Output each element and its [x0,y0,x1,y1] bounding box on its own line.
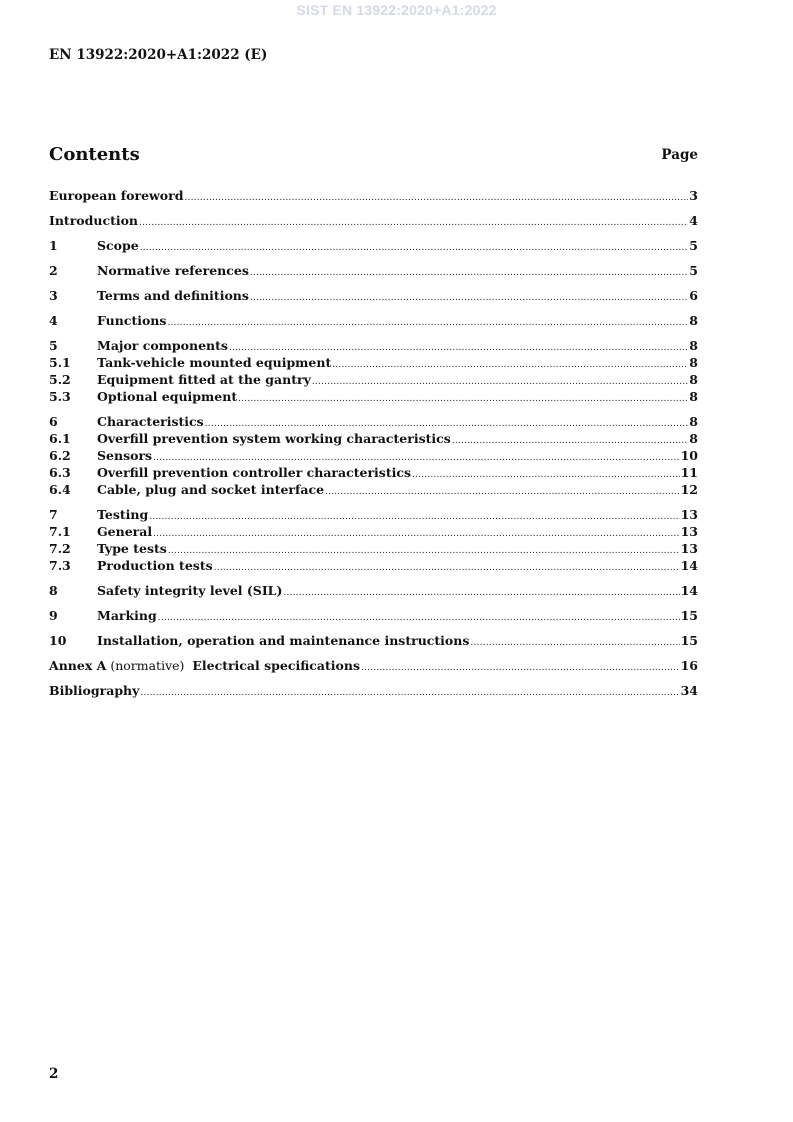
toc-entry-number: 8 [49,583,58,598]
toc-entry[interactable] [49,262,698,279]
toc-entry[interactable] [49,371,698,388]
toc-group [49,413,698,498]
toc-dot-leader [250,265,688,282]
toc-entry-page: 11 [680,465,698,480]
toc-dot-leader [312,374,688,391]
toc-entry-page: 8 [689,338,698,353]
toc-entry-page: 8 [689,355,698,370]
toc-entry[interactable] [49,237,698,254]
toc-entry[interactable] [49,557,698,574]
document-id: EN 13922:2020+A1:2022 (E) [49,47,268,63]
toc-group [49,657,698,674]
toc-entry-page: 15 [680,608,698,623]
toc-entry[interactable] [49,447,698,464]
toc-entry-title [97,540,167,557]
page-title: Contents [49,144,140,165]
toc-entry-title-text: Functions [97,313,167,328]
toc-entry-number: 6.3 [49,465,71,480]
page-column-label: Page [661,147,698,163]
toc-entry-title [97,388,237,405]
toc-entry-title-text: Scope [97,238,139,253]
toc-entry[interactable] [49,187,698,204]
toc-entry-page: 8 [689,313,698,328]
toc-entry-page: 16 [680,658,698,673]
toc-entry-title [97,312,166,329]
toc-entry-title-text: Annex A [49,658,107,673]
toc-entry-title [97,607,157,624]
toc-entry-subtitle: Electrical specifications [192,658,360,673]
toc-group [49,632,698,649]
toc-dot-leader [140,240,689,257]
toc-entry-title [97,481,324,498]
toc-entry-title-text: Safety integrity level (SIL) [97,583,283,598]
toc-group [49,237,698,254]
toc-entry-page: 4 [689,213,698,228]
toc-group [49,287,698,304]
toc-entry-number: 1 [49,238,58,253]
toc-entry-page: 13 [680,541,698,556]
footer-page-number: 2 [49,1066,59,1082]
toc-dot-leader [168,543,680,560]
toc-dot-leader [140,685,679,702]
toc-entry-title [49,682,139,699]
toc-entry-note: (normative) [106,658,193,673]
toc-entry[interactable] [49,430,698,447]
toc-entry[interactable] [49,464,698,481]
toc-dot-leader [361,660,680,677]
toc-entry[interactable] [49,682,698,699]
toc-entry-number: 10 [49,633,67,648]
toc-dot-leader [250,290,688,307]
toc-entry-page: 12 [680,482,698,497]
toc-entry-page: 14 [680,558,698,573]
toc-dot-leader [139,215,688,232]
toc-entry-title-text: Bibliography [49,683,140,698]
toc-entry-title-text: Installation, operation and maintenance instructions [97,633,470,648]
toc-dot-leader [238,391,688,408]
toc-entry-title [97,287,249,304]
toc-entry-page: 10 [680,448,698,463]
toc-entry[interactable] [49,287,698,304]
toc-group [49,312,698,329]
toc-entry-title-text: Equipment fitted at the gantry [97,372,311,387]
toc-entry-title [97,464,411,481]
toc-entry-number: 7.2 [49,541,71,556]
toc-group [49,212,698,229]
toc-entry-title [97,354,331,371]
toc-entry-page: 15 [680,633,698,648]
toc-entry-page: 6 [689,288,698,303]
toc-entry-number: 5.1 [49,355,71,370]
toc-entry-page: 8 [689,372,698,387]
toc-entry-number: 5.2 [49,372,71,387]
toc-dot-leader [470,635,679,652]
toc-group [49,187,698,204]
toc-entry-title-text: European foreword [49,188,184,203]
toc-entry-page: 3 [689,188,698,203]
toc-dot-leader [452,433,689,450]
toc-entry-number: 5 [49,338,58,353]
toc-dot-leader [325,484,680,501]
toc-entry-number: 6 [49,414,58,429]
toc-entry-title-text: Production tests [97,558,213,573]
toc-entry-page: 34 [680,683,698,698]
toc-entry[interactable] [49,481,698,498]
toc-entry-title-text: Optional equipment [97,389,238,404]
toc-group [49,506,698,574]
toc-entry-title-text: Overfill prevention system working characteristics [97,431,451,446]
toc-dot-leader [412,467,680,484]
toc-dot-leader [153,526,679,543]
toc-dot-leader [214,560,680,577]
toc-entry-title-text: Normative references [97,263,249,278]
toc-entry[interactable] [49,582,698,599]
toc-entry-title-text: Characteristics [97,414,204,429]
toc-entry-page: 14 [680,583,698,598]
toc-entry-number: 3 [49,288,58,303]
toc-entry-page: 5 [689,238,698,253]
toc-entry-number: 6.1 [49,431,71,446]
toc-group [49,682,698,699]
toc-entry-title-text: Type tests [97,541,167,556]
toc-entry-title [97,557,213,574]
toc-dot-leader [283,585,679,602]
toc-entry[interactable] [49,337,698,354]
toc-group [49,582,698,599]
toc-dot-leader [149,509,679,526]
watermark: SIST EN 13922:2020+A1:2022 [296,2,497,18]
toc-entry[interactable] [49,388,698,405]
toc-entry-title-text: Cable, plug and socket interface [97,482,325,497]
toc-entry-title [97,337,228,354]
toc-entry[interactable] [49,657,698,674]
toc-entry-title [49,657,360,674]
toc-entry-title-text: Overfill prevention controller characteristics [97,465,411,480]
toc-entry-title [97,371,311,388]
toc-entry-page: 8 [689,431,698,446]
toc-entry-number: 7.3 [49,558,71,573]
toc-entry-title [97,582,282,599]
toc-entry[interactable] [49,523,698,540]
toc-entry-title-text: General [97,524,153,539]
toc-entry[interactable] [49,607,698,624]
toc-entry-number: 9 [49,608,58,623]
toc-entry-title-text: Testing [97,507,149,522]
toc-entry[interactable] [49,540,698,557]
toc-entry-title-text: Tank-vehicle mounted equipment [97,355,332,370]
toc-entry-title [97,447,152,464]
toc-entry-page: 13 [680,524,698,539]
toc-group [49,337,698,405]
toc-entry-page: 8 [689,389,698,404]
toc-entry-page: 13 [680,507,698,522]
toc-entry-title [49,187,183,204]
toc-dot-leader [167,315,688,332]
toc-entry-title-text: Terms and definitions [97,288,249,303]
toc-entry-number: 7 [49,507,58,522]
toc-entry-number: 2 [49,263,58,278]
toc-dot-leader [332,357,688,374]
toc-entry-title [97,413,204,430]
toc-entry-title-text: Introduction [49,213,139,228]
toc-entry-title [97,632,469,649]
toc-entry-number: 6.2 [49,448,71,463]
toc-entry-title-text: Marking [97,608,157,623]
toc-entry-title [97,506,148,523]
table-of-contents [49,187,698,707]
toc-entry-title [97,262,249,279]
toc-entry-number: 6.4 [49,482,71,497]
toc-entry[interactable] [49,506,698,523]
toc-entry[interactable] [49,354,698,371]
toc-entry-number: 4 [49,313,58,328]
toc-entry-title-text: Major components [97,338,228,353]
toc-entry-title [97,523,152,540]
toc-entry-title-text: Sensors [97,448,153,463]
toc-group [49,262,698,279]
toc-group [49,607,698,624]
toc-entry-title [97,237,139,254]
toc-entry-title [49,212,138,229]
toc-entry[interactable] [49,632,698,649]
toc-entry-title [97,430,451,447]
toc-dot-leader [184,190,688,207]
toc-entry[interactable] [49,212,698,229]
toc-entry[interactable] [49,312,698,329]
toc-entry-number: 7.1 [49,524,71,539]
toc-entry-page: 8 [689,414,698,429]
toc-entry[interactable] [49,413,698,430]
toc-entry-number: 5.3 [49,389,71,404]
toc-dot-leader [158,610,680,627]
toc-entry-page: 5 [689,263,698,278]
